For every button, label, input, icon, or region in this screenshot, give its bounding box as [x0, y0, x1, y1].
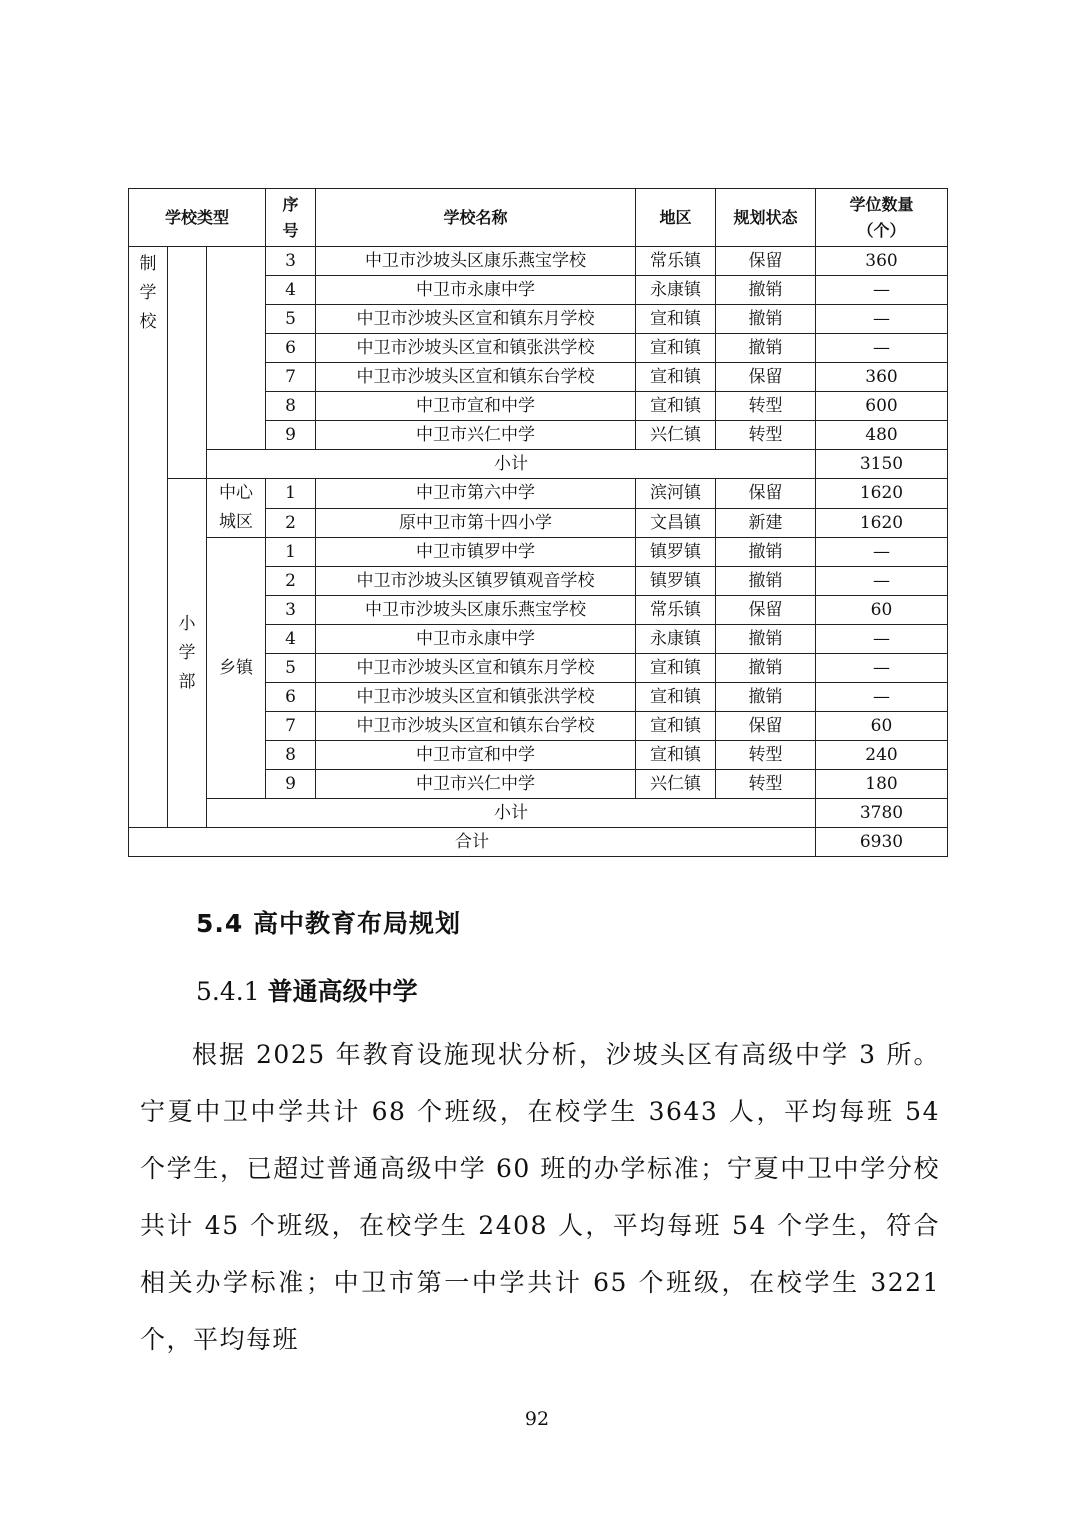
- cell-name: 中卫市兴仁中学: [316, 421, 636, 450]
- table-header-row: [129, 189, 948, 247]
- cell-name: 原中卫市第十四小学: [316, 508, 636, 538]
- cell-status: 保留: [716, 247, 816, 276]
- subtotal-value: 3150: [816, 450, 948, 479]
- cell-seats: —: [816, 305, 948, 334]
- cell-seq: 6: [266, 334, 316, 363]
- table-row: [129, 247, 948, 276]
- cell-seq: 5: [266, 654, 316, 683]
- table-row: [129, 538, 948, 567]
- cell-area: 常乐镇: [636, 247, 716, 276]
- cell-area: 永康镇: [636, 276, 716, 305]
- cell-status: 转型: [716, 392, 816, 421]
- header-school-type: 学校类型: [129, 189, 266, 247]
- cell-status: 保留: [716, 363, 816, 392]
- cell-area: 宣和镇: [636, 305, 716, 334]
- school-planning-table: [128, 188, 948, 857]
- cell-seats: —: [816, 654, 948, 683]
- cell-area: 宣和镇: [636, 654, 716, 683]
- cell-seats: 1620: [816, 479, 948, 509]
- cell-area: 兴仁镇: [636, 421, 716, 450]
- cell-name: 中卫市永康中学: [316, 276, 636, 305]
- cell-area: 文昌镇: [636, 508, 716, 538]
- header-status: 规划状态: [716, 189, 816, 247]
- page-number: 92: [524, 1408, 550, 1430]
- cell-area: 滨河镇: [636, 479, 716, 509]
- cell-seq: 3: [266, 596, 316, 625]
- cell-area: 宣和镇: [636, 683, 716, 712]
- cell-name: 中卫市宣和中学: [316, 741, 636, 770]
- subtotal-label: 小计: [207, 799, 816, 828]
- cell-seats: —: [816, 625, 948, 654]
- cell-area: 宣和镇: [636, 363, 716, 392]
- cell-seq: 8: [266, 741, 316, 770]
- cell-name: 中卫市沙坡头区宣和镇东月学校: [316, 305, 636, 334]
- cell-seq: 4: [266, 276, 316, 305]
- subtotal-label: 小计: [207, 450, 816, 479]
- cell-area: 常乐镇: [636, 596, 716, 625]
- cell-status: 保留: [716, 596, 816, 625]
- cell-name: 中卫市宣和中学: [316, 392, 636, 421]
- subtotal-row: [129, 799, 948, 828]
- cell-seats: 60: [816, 712, 948, 741]
- cell-seats: 1620: [816, 508, 948, 538]
- cell-seq: 3: [266, 247, 316, 276]
- cell-name: 中卫市沙坡头区宣和镇东台学校: [316, 712, 636, 741]
- cell-name: 中卫市第六中学: [316, 479, 636, 509]
- cell-name: 中卫市沙坡头区宣和镇东台学校: [316, 363, 636, 392]
- cell-seats: 480: [816, 421, 948, 450]
- header-area: 地区: [636, 189, 716, 247]
- section-title: 5.4 高中教育布局规划: [196, 909, 461, 938]
- cell-seats: 60: [816, 596, 948, 625]
- body-paragraph: 根据 2025 年教育设施现状分析，沙坡头区有高级中学 3 所。宁夏中卫中学共计 68 个班级，在校学生 3643 人，平均每班 54 个学生，已超过普通高级中学 60 班的办学标准；宁夏中卫中学分校共计 45 个班级，在校学生 2408 人，平均每班 54 个学生，符合相关办学标准；中卫市第一中学共计 65 个班级，在校学生 3221 个，平均每班: [140, 1040, 940, 1354]
- cell-name: 中卫市镇罗中学: [316, 538, 636, 567]
- cell-seq: 4: [266, 625, 316, 654]
- cell-seq: 5: [266, 305, 316, 334]
- cell-area: 宣和镇: [636, 392, 716, 421]
- cell-status: 撤销: [716, 654, 816, 683]
- cell-area: 宣和镇: [636, 712, 716, 741]
- cell-seats: —: [816, 683, 948, 712]
- cell-seq: 2: [266, 508, 316, 538]
- cell-seq: 7: [266, 712, 316, 741]
- cell-name: 中卫市沙坡头区康乐燕宝学校: [316, 596, 636, 625]
- header-seq: 序 号: [266, 189, 316, 247]
- total-row: [129, 828, 948, 857]
- cell-seq: 9: [266, 770, 316, 799]
- cell-name: 中卫市永康中学: [316, 625, 636, 654]
- blank-cell: [207, 247, 266, 450]
- area-label-center: 中心 城区: [207, 479, 266, 538]
- cell-status: 撤销: [716, 334, 816, 363]
- cell-name: 中卫市兴仁中学: [316, 770, 636, 799]
- cell-seq: 9: [266, 421, 316, 450]
- header-seats: 学位数量 （个）: [816, 189, 948, 247]
- cell-area: 永康镇: [636, 625, 716, 654]
- cell-status: 撤销: [716, 625, 816, 654]
- cell-seats: —: [816, 567, 948, 596]
- subsection-title: 5.4.1 普通高级中学: [196, 977, 418, 1006]
- cell-area: 宣和镇: [636, 741, 716, 770]
- cell-seats: 240: [816, 741, 948, 770]
- cell-status: 撤销: [716, 683, 816, 712]
- cell-name: 中卫市沙坡头区镇罗镇观音学校: [316, 567, 636, 596]
- subtotal-row: [129, 450, 948, 479]
- cell-seq: 7: [266, 363, 316, 392]
- cell-status: 撤销: [716, 305, 816, 334]
- cell-seats: —: [816, 334, 948, 363]
- cell-status: 新建: [716, 508, 816, 538]
- cell-seats: 360: [816, 363, 948, 392]
- cell-name: 中卫市沙坡头区宣和镇东月学校: [316, 654, 636, 683]
- cell-seq: 6: [266, 683, 316, 712]
- cell-area: 宣和镇: [636, 334, 716, 363]
- cell-name: 中卫市沙坡头区宣和镇张洪学校: [316, 334, 636, 363]
- group-label-primary: 小 学 部: [168, 479, 207, 828]
- cell-status: 撤销: [716, 567, 816, 596]
- cell-seats: —: [816, 276, 948, 305]
- cell-seq: 1: [266, 538, 316, 567]
- total-label: 合计: [129, 828, 816, 857]
- table-row: [129, 479, 948, 509]
- cell-status: 转型: [716, 770, 816, 799]
- blank-cell: [168, 247, 207, 479]
- group-label-middle: 制 学 校: [129, 247, 168, 828]
- cell-area: 镇罗镇: [636, 538, 716, 567]
- cell-status: 保留: [716, 712, 816, 741]
- cell-seq: 2: [266, 567, 316, 596]
- cell-seats: 600: [816, 392, 948, 421]
- cell-name: 中卫市沙坡头区宣和镇张洪学校: [316, 683, 636, 712]
- subtotal-value: 3780: [816, 799, 948, 828]
- area-label-town: 乡镇: [207, 538, 266, 799]
- cell-area: 兴仁镇: [636, 770, 716, 799]
- header-school-name: 学校名称: [316, 189, 636, 247]
- cell-status: 撤销: [716, 276, 816, 305]
- cell-status: 转型: [716, 741, 816, 770]
- cell-seq: 8: [266, 392, 316, 421]
- cell-seats: —: [816, 538, 948, 567]
- cell-status: 转型: [716, 421, 816, 450]
- total-value: 6930: [816, 828, 948, 857]
- cell-name: 中卫市沙坡头区康乐燕宝学校: [316, 247, 636, 276]
- cell-status: 保留: [716, 479, 816, 509]
- cell-area: 镇罗镇: [636, 567, 716, 596]
- cell-status: 撤销: [716, 538, 816, 567]
- cell-seats: 180: [816, 770, 948, 799]
- cell-seq: 1: [266, 479, 316, 509]
- cell-seats: 360: [816, 247, 948, 276]
